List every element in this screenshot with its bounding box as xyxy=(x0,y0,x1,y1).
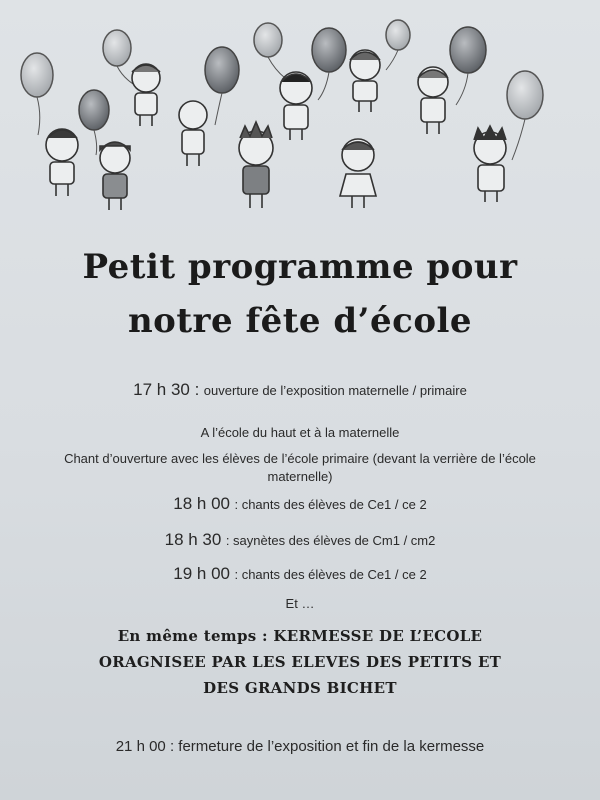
schedule-time: 21 h 00 xyxy=(115,738,166,755)
balloon-icon xyxy=(450,27,486,105)
child-figure-icon xyxy=(340,139,376,208)
schedule-item-4 xyxy=(20,564,580,584)
schedule-description: : chants des élèves de Ce1 / ce 2 xyxy=(234,567,427,582)
balloon-icon xyxy=(507,71,543,160)
schedule-description: : fermeture de l’exposition et fin de la kermesse xyxy=(169,738,485,755)
schedule-time: 17 h 30 : xyxy=(133,380,200,399)
schedule-description: ouverture de l’exposition maternelle / primaire xyxy=(203,383,467,398)
schedule-time: 19 h 00 xyxy=(173,564,231,583)
child-figure-icon xyxy=(46,129,78,196)
child-figure-icon xyxy=(132,64,160,126)
announcement-line-2: ORAGNISEE PAR LES ELEVES DES PETITS ET xyxy=(98,653,502,671)
opening-song-line-2: maternelle) xyxy=(267,469,333,484)
et-text: Et … xyxy=(285,596,315,611)
schedule-time: 18 h 30 xyxy=(164,530,222,549)
title-line-2: notre fête d’école xyxy=(127,301,473,341)
location-text: A l’école du haut et à la maternelle xyxy=(200,425,400,440)
announcement-line-3: DES GRANDS BICHET xyxy=(203,679,397,697)
balloon-icon xyxy=(254,23,285,78)
child-figure-icon xyxy=(280,72,312,140)
balloon-icon xyxy=(386,20,410,70)
schedule-description: : saynètes des élèves de Cm1 / cm2 xyxy=(225,533,436,548)
schedule-time: 18 h 00 xyxy=(173,494,231,513)
child-figure-icon xyxy=(179,101,207,166)
child-figure-icon xyxy=(100,142,130,210)
balloon-icon xyxy=(21,53,53,135)
schedule-description: : chants des élèves de Ce1 / ce 2 xyxy=(234,497,427,512)
balloon-icon xyxy=(205,47,239,125)
announcement-line-1: En même temps : KERMESSE DE L’ECOLE xyxy=(117,627,483,645)
title-line-1: Petit programme pour xyxy=(82,247,518,287)
child-figure-icon xyxy=(239,122,273,208)
children-balloons-illustration xyxy=(0,0,600,230)
closing-item xyxy=(20,738,580,755)
balloon-icon xyxy=(312,28,346,100)
child-figure-icon xyxy=(350,50,380,112)
child-figure-icon xyxy=(418,67,448,134)
schedule-item-3 xyxy=(20,530,580,550)
schedule-item-1 xyxy=(20,380,580,400)
child-figure-icon xyxy=(474,126,506,202)
opening-song-line-1: Chant d’ouverture avec les élèves de l’école primaire (devant la verrière de l’école xyxy=(64,451,536,466)
schedule-item-2 xyxy=(20,494,580,514)
